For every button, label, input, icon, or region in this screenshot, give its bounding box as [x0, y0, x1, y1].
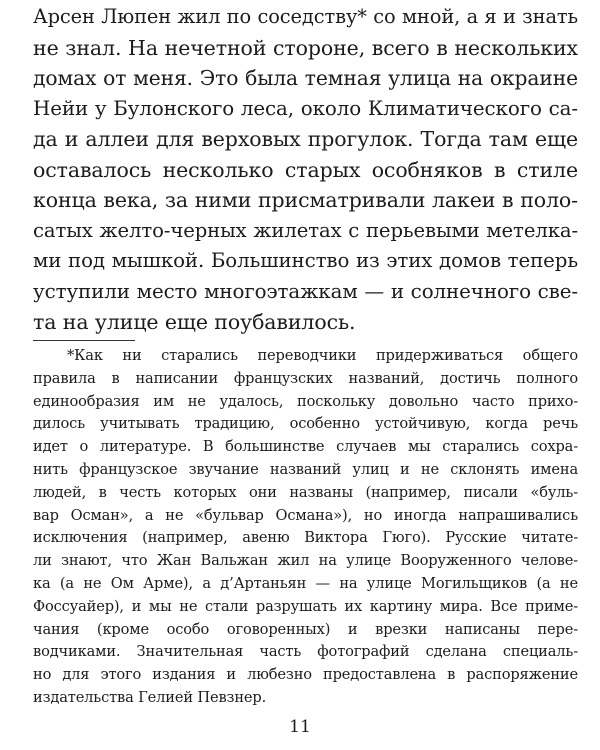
footnote-line: но для этого издания и любезно предоставлена в распоряжение	[33, 666, 578, 684]
footnote-line: исключения (например, авеню Виктора Гюго). Русские читате-	[33, 529, 578, 547]
main-text-line: да и аллеи для верховых прогулок. Тогда там еще	[33, 127, 578, 151]
main-text-line: та на улице еще поубавилось.	[33, 310, 356, 334]
footnote-line: людей, в честь которых они названы (например, писали «буль-	[33, 483, 578, 501]
footnote-line: правила в написании французских названий, достичь полного	[33, 369, 578, 387]
main-text-line: уступили место многоэтажкам — и солнечного све-	[33, 279, 578, 303]
main-text-line: не знал. На нечетной стороне, всего в нескольких	[33, 35, 578, 60]
footnote-line: *Как ни старались переводчики придерживаться общего	[67, 347, 578, 364]
main-text-line: Нейи у Булонского леса, около Климатического са-	[33, 96, 578, 120]
footnote-line: чания (кроме особо оговоренных) и врезки написаны пере-	[33, 620, 578, 638]
main-text-line: Арсен Люпен жил по соседству* со мной, а я и знать	[33, 5, 578, 28]
main-text-line: сатых желто-черных жилетах с перьевыми метелка-	[33, 218, 578, 242]
main-paragraph	[33, 2, 578, 338]
footnote-line: Фоссуайер), и мы не стали разрушать их картину мира. Все приме-	[33, 597, 578, 615]
footnote-line: единообразия им не удалось, поскольку довольно часто прихо-	[33, 392, 578, 410]
footnote-line: ка (а не Ом Арме), а д’Артаньян — на улице Могильщиков (а не	[33, 574, 578, 592]
footnote-line: издательства Гелией Певзнер.	[33, 688, 267, 706]
page-number: 11	[289, 717, 311, 737]
footnote-line: дилось учитывать традицию, особенно устойчивую, когда речь	[33, 415, 578, 433]
footnote-line: водчиками. Значительная часть фотографий сделана специаль-	[33, 643, 578, 661]
main-text-line: ми под мышкой. Большинство из этих домов теперь	[33, 249, 578, 272]
footnote	[33, 345, 578, 710]
footnote-line: нить французское звучание названий улиц и не склонять имена	[33, 460, 578, 478]
footnote-line: ли знают, что Жан Вальжан жил на улице Вооруженного челове-	[33, 552, 578, 570]
main-text-line: оставалось несколько старых особняков в стиле	[33, 157, 578, 182]
footnote-line: идет о литературе. В большинстве случаев мы старались сохра-	[33, 438, 578, 456]
main-text-line: домах от меня. Это была темная улица на окраине	[33, 66, 578, 90]
footnote-separator	[33, 340, 135, 341]
footnote-line: вар Осман», а не «бульвар Османа»), но иногда напрашивались	[33, 506, 578, 524]
main-text-line: конца века, за ними присматривали лакеи в поло-	[33, 188, 578, 212]
